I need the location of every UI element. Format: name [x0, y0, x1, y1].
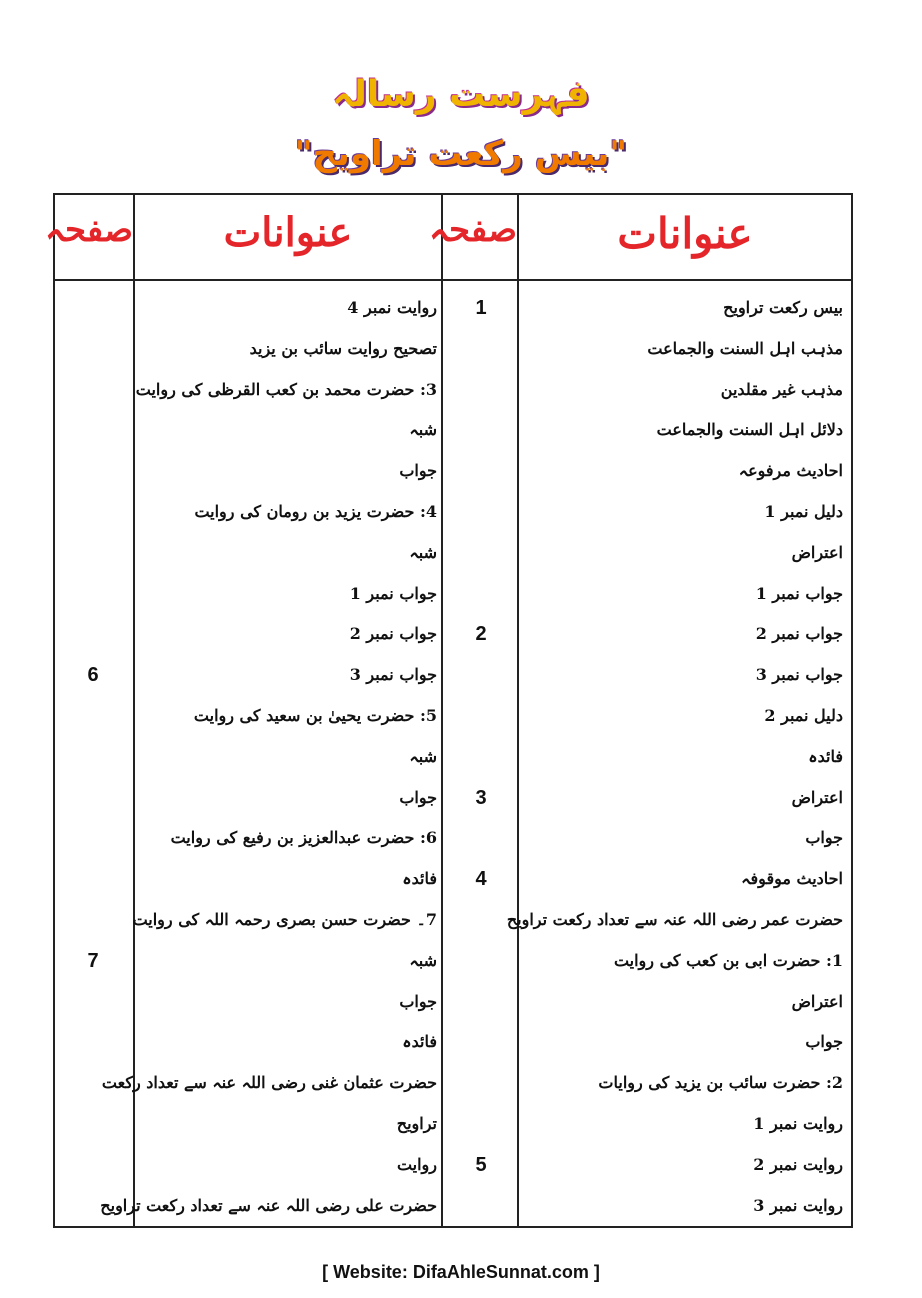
- list-item: جواب نمبر 3: [349, 665, 437, 685]
- list-item: مذہب اہل السنت والجماعت: [647, 338, 843, 358]
- list-item: جواب نمبر 1: [755, 583, 843, 603]
- list-item: 4: حضرت یزید بن رومان کی روایت: [194, 502, 437, 521]
- list-item: جواب: [399, 991, 437, 1011]
- list-item: جواب: [805, 828, 843, 848]
- list-item: اعتراض: [791, 542, 843, 562]
- list-item: تصحیح روایت سائب بن یزید: [249, 338, 437, 358]
- list-item: دلائل اہل السنت والجماعت: [656, 420, 843, 440]
- list-item: احادیث موقوفہ: [741, 869, 843, 889]
- table-of-contents: [45, 193, 853, 1228]
- list-item: 1: حضرت ابی بن کعب کی روایت: [613, 950, 843, 970]
- list-item: شبہ: [409, 420, 437, 440]
- header-page-right: صفحہ: [429, 210, 517, 250]
- list-item: شبہ: [409, 542, 437, 562]
- header-topics-left: عنوانات: [223, 209, 353, 256]
- header-topics-right: عنوانات: [617, 209, 753, 258]
- list-item: روایت نمبر 1: [753, 1114, 843, 1133]
- page-number: 1: [475, 297, 487, 319]
- list-item: احادیث مرفوعہ: [738, 461, 843, 481]
- list-item: روایت نمبر 3: [753, 1195, 843, 1215]
- list-item: جواب نمبر 3: [755, 665, 843, 685]
- page-number: 5: [475, 1153, 487, 1176]
- list-item: بیس رکعت تراویح: [723, 298, 843, 317]
- page-subtitle: "بیس رکعت تراویح": [294, 134, 628, 174]
- left-topics-column: [100, 288, 437, 1228]
- page-number: 7: [87, 949, 99, 972]
- list-item: 3: حضرت محمد بن کعب القرظی کی روایت: [135, 379, 437, 399]
- list-item: 2: حضرت سائب بن یزید کی روایات: [598, 1073, 843, 1093]
- list-item: اعتراض: [791, 787, 843, 807]
- list-item: فائدہ: [402, 1032, 437, 1052]
- list-item: 6: حضرت عبدالعزیز بن رفیع کی روایت: [170, 828, 437, 848]
- list-item: شبہ: [409, 746, 437, 766]
- list-item: فائدہ: [808, 746, 843, 766]
- page-number: 6: [87, 664, 99, 687]
- list-item: حضرت عثمان غنی رضی اللہ عنہ سے تعداد رکعت: [101, 1073, 437, 1093]
- page-title: فہرست رسالہ: [332, 74, 590, 115]
- list-item: فائدہ: [402, 869, 437, 889]
- list-item: تراویح: [396, 1114, 437, 1133]
- list-item: شبہ: [409, 950, 437, 970]
- list-item: دلیل نمبر 2: [764, 706, 843, 725]
- list-item: جواب نمبر 1: [349, 583, 437, 603]
- website-footer: [ Website: DifaAhleSunnat.com ]: [322, 1262, 600, 1282]
- list-item: 7۔ حضرت حسن بصری رحمہ اللہ کی روایت: [132, 910, 437, 929]
- list-item: حضرت عمر رضی اللہ عنہ سے تعداد رکعت تراویح: [506, 910, 843, 929]
- list-item: جواب نمبر 2: [349, 624, 437, 644]
- list-item: مذہب غیر مقلدین: [720, 379, 843, 399]
- list-item: روایت: [396, 1154, 437, 1174]
- list-item: روایت نمبر 2: [753, 1154, 843, 1174]
- right-topics-column: [506, 288, 843, 1228]
- list-item: جواب: [399, 461, 437, 481]
- header-page-left: صفحہ: [45, 210, 133, 250]
- list-item: دلیل نمبر 1: [764, 502, 843, 521]
- right-pages-column: [443, 288, 519, 1228]
- list-item: جواب: [399, 787, 437, 807]
- left-pages-column: [55, 288, 133, 1228]
- page-number: 2: [475, 623, 487, 646]
- list-item: روایت نمبر 4: [347, 298, 437, 317]
- list-item: اعتراض: [791, 991, 843, 1011]
- list-item: 5: حضرت یحییٰ بن سعید کی روایت: [193, 706, 437, 725]
- list-item: جواب نمبر 2: [755, 624, 843, 644]
- page-number: 3: [475, 786, 487, 809]
- list-item: حضرت علی رضی اللہ عنہ سے تعداد رکعت تراویح: [100, 1195, 437, 1215]
- list-item: جواب: [805, 1032, 843, 1052]
- page-number: 4: [475, 868, 487, 891]
